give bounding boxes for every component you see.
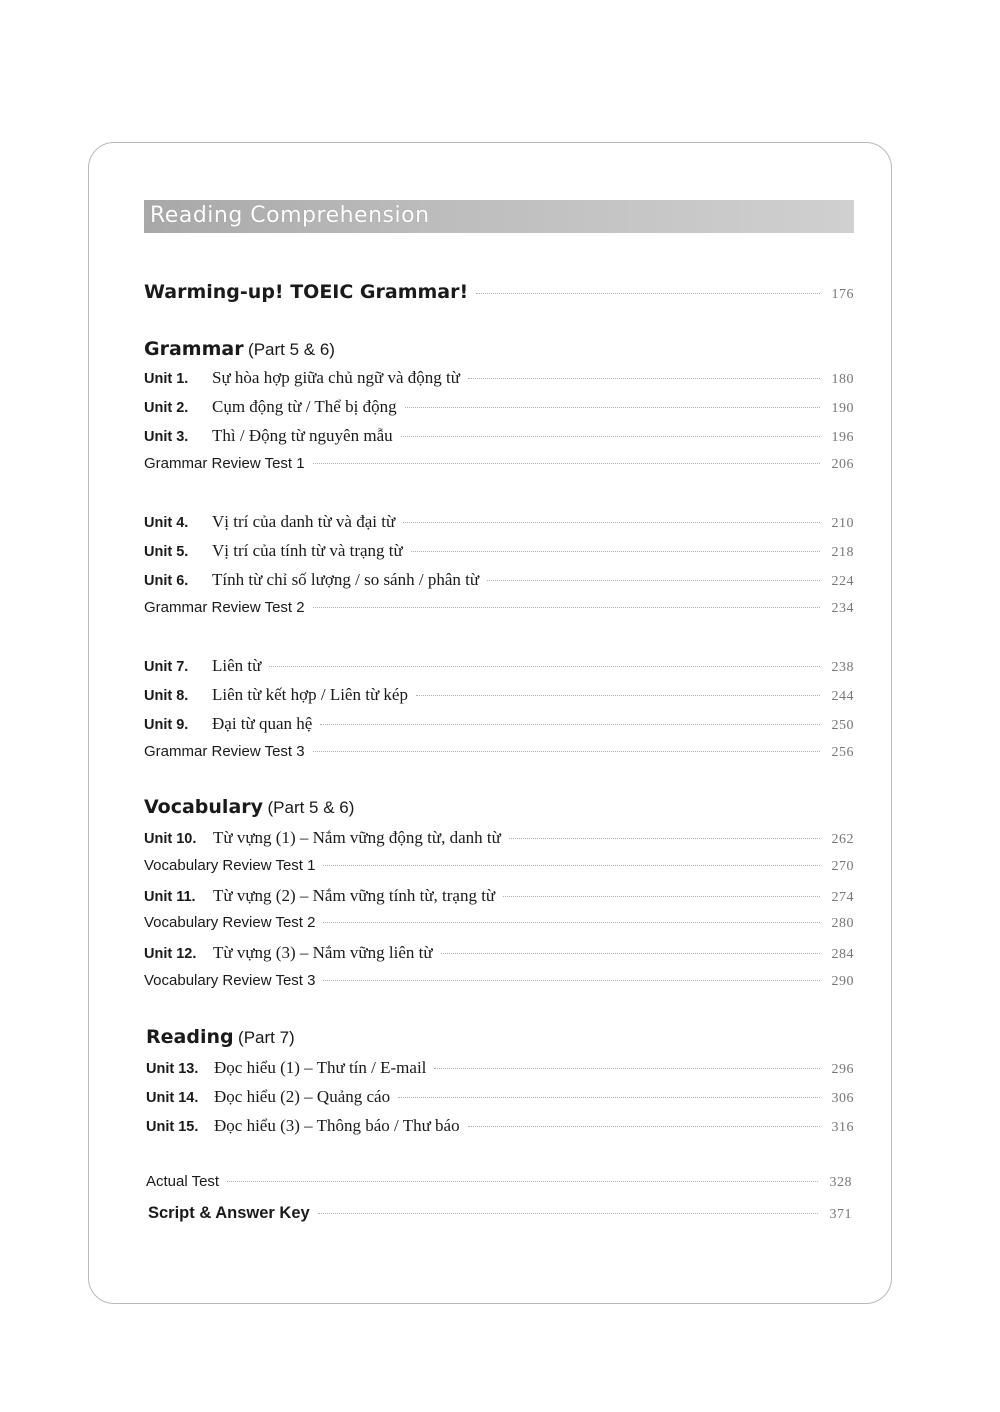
dot-leader (441, 953, 820, 954)
unit-title: Tính từ chỉ số lượng / so sánh / phân từ (212, 570, 480, 589)
toc-entry-review-test[interactable] (144, 599, 854, 623)
unit-title: Sự hòa hợp giữa chủ ngữ và động từ (212, 368, 460, 387)
page-number: 196 (831, 430, 854, 445)
toc-entry-unit[interactable] (144, 943, 854, 967)
unit-number: Unit 7. (144, 659, 189, 675)
unit-number: Unit 11. (144, 889, 196, 905)
dot-leader (313, 607, 820, 608)
toc-entry-review-test[interactable] (144, 455, 854, 479)
page-number: 262 (831, 832, 854, 847)
toc-entry-actual-test[interactable] (146, 1173, 852, 1197)
toc-entry-unit[interactable] (146, 1116, 854, 1140)
section-banner (144, 200, 854, 233)
unit-number: Unit 2. (144, 400, 189, 416)
dot-leader (227, 1181, 818, 1182)
dot-leader (434, 1068, 820, 1069)
page-number: 306 (831, 1091, 854, 1106)
dot-leader (323, 865, 820, 866)
unit-title: Đọc hiểu (3) – Thông báo / Thư báo (214, 1116, 460, 1135)
page-number: 244 (831, 689, 854, 704)
unit-number: Unit 1. (144, 371, 189, 387)
unit-title: Đọc hiểu (1) – Thư tín / E-mail (214, 1058, 427, 1077)
dot-leader (398, 1097, 820, 1098)
toc-entry-unit[interactable] (146, 1058, 854, 1082)
unit-number: Unit 15. (146, 1119, 199, 1135)
unit-number: Unit 10. (144, 831, 197, 847)
dot-leader (509, 838, 820, 839)
unit-title: Thì / Động từ nguyên mẫu (212, 426, 393, 445)
vocabulary-heading (144, 796, 354, 818)
entry-label: Vocabulary Review Test 3 (144, 972, 316, 989)
reading-heading (146, 1026, 295, 1048)
unit-title: Từ vựng (2) – Nắm vững tính từ, trạng từ (213, 886, 496, 905)
page-number: 328 (829, 1175, 852, 1190)
unit-title: Liên từ (212, 656, 262, 675)
heading-title: Reading (146, 1026, 234, 1048)
toc-entry-review-test[interactable] (144, 857, 854, 881)
dot-leader (476, 293, 820, 294)
unit-number: Unit 4. (144, 515, 189, 531)
entry-label: Grammar Review Test 1 (144, 455, 305, 472)
section-title: Reading Comprehension (150, 203, 430, 228)
unit-title: Vị trí của danh từ và đại từ (212, 512, 396, 531)
toc-entry-unit[interactable] (144, 886, 854, 910)
entry-label: Vocabulary Review Test 2 (144, 914, 316, 931)
toc-entry-review-test[interactable] (144, 972, 854, 996)
page-number: 250 (831, 718, 854, 733)
dot-leader (401, 436, 820, 437)
heading-title: Vocabulary (144, 796, 264, 818)
dot-leader (313, 751, 820, 752)
page-number: 280 (831, 916, 854, 931)
entry-label: Vocabulary Review Test 1 (144, 857, 316, 874)
entry-label: Warming-up! TOEIC Grammar! (144, 281, 469, 303)
page-number: 316 (831, 1120, 854, 1135)
page-number: 180 (831, 372, 854, 387)
toc-entry-unit[interactable] (144, 685, 854, 709)
unit-number: Unit 8. (144, 688, 189, 704)
dot-leader (468, 1126, 820, 1127)
dot-leader (411, 551, 820, 552)
page-number: 234 (831, 601, 854, 616)
page-number: 190 (831, 401, 854, 416)
entry-label: Script & Answer Key (148, 1204, 310, 1222)
toc-entry-unit[interactable] (144, 368, 854, 392)
dot-leader (503, 896, 820, 897)
page-number: 238 (831, 660, 854, 675)
toc-entry-review-test[interactable] (144, 743, 854, 767)
toc-entry-unit[interactable] (144, 541, 854, 565)
toc-entry-unit[interactable] (144, 714, 854, 738)
toc-entry-unit[interactable] (144, 828, 854, 852)
page-number: 206 (831, 457, 854, 472)
dot-leader (468, 378, 820, 379)
page-number: 284 (831, 947, 854, 962)
dot-leader (416, 695, 820, 696)
page-number: 270 (831, 859, 854, 874)
toc-entry-unit[interactable] (144, 570, 854, 594)
toc-entry-review-test[interactable] (144, 914, 854, 938)
page-number: 224 (831, 574, 854, 589)
unit-title: Đọc hiểu (2) – Quảng cáo (214, 1087, 391, 1106)
page-number: 256 (831, 745, 854, 760)
heading-part: (Part 5 & 6) (267, 798, 355, 817)
toc-entry-unit[interactable] (144, 656, 854, 680)
dot-leader (313, 463, 820, 464)
unit-number: Unit 3. (144, 429, 189, 445)
page-number: 296 (831, 1062, 854, 1077)
unit-number: Unit 5. (144, 544, 189, 560)
dot-leader (269, 666, 820, 667)
dot-leader (318, 1213, 818, 1214)
unit-number: Unit 13. (146, 1061, 199, 1077)
toc-entry-unit[interactable] (144, 426, 854, 450)
unit-number: Unit 14. (146, 1090, 199, 1106)
entry-label: Grammar Review Test 2 (144, 599, 305, 616)
unit-title: Vị trí của tính từ và trạng từ (212, 541, 403, 560)
entry-label: Grammar Review Test 3 (144, 743, 305, 760)
heading-part: (Part 7) (238, 1028, 295, 1047)
toc-entry-unit[interactable] (146, 1087, 854, 1111)
unit-number: Unit 6. (144, 573, 189, 589)
dot-leader (323, 980, 820, 981)
dot-leader (323, 922, 820, 923)
dot-leader (403, 522, 820, 523)
toc-entry-unit[interactable] (144, 512, 854, 536)
page-number: 176 (831, 287, 854, 302)
grammar-heading (144, 338, 335, 360)
page-number: 290 (831, 974, 854, 989)
dot-leader (320, 724, 820, 725)
toc-entry-script-answer-key[interactable] (148, 1204, 852, 1228)
unit-number: Unit 9. (144, 717, 189, 733)
dot-leader (405, 407, 820, 408)
unit-title: Từ vựng (1) – Nắm vững động từ, danh từ (213, 828, 501, 847)
unit-number: Unit 12. (144, 946, 197, 962)
heading-part: (Part 5 & 6) (248, 340, 335, 359)
entry-label: Actual Test (146, 1173, 220, 1190)
page-number: 210 (831, 516, 854, 531)
toc-entry-unit[interactable] (144, 397, 854, 421)
heading-title: Grammar (144, 338, 244, 360)
unit-title: Cụm động từ / Thể bị động (212, 397, 397, 416)
page-number: 218 (831, 545, 854, 560)
unit-title: Liên từ kết hợp / Liên từ kép (212, 685, 408, 704)
page-number: 371 (829, 1207, 852, 1222)
unit-title: Đại từ quan hệ (212, 714, 313, 733)
page-number: 274 (831, 890, 854, 905)
toc-entry-warming-up[interactable] (144, 281, 854, 309)
unit-title: Từ vựng (3) – Nắm vững liên từ (213, 943, 433, 962)
dot-leader (487, 580, 820, 581)
